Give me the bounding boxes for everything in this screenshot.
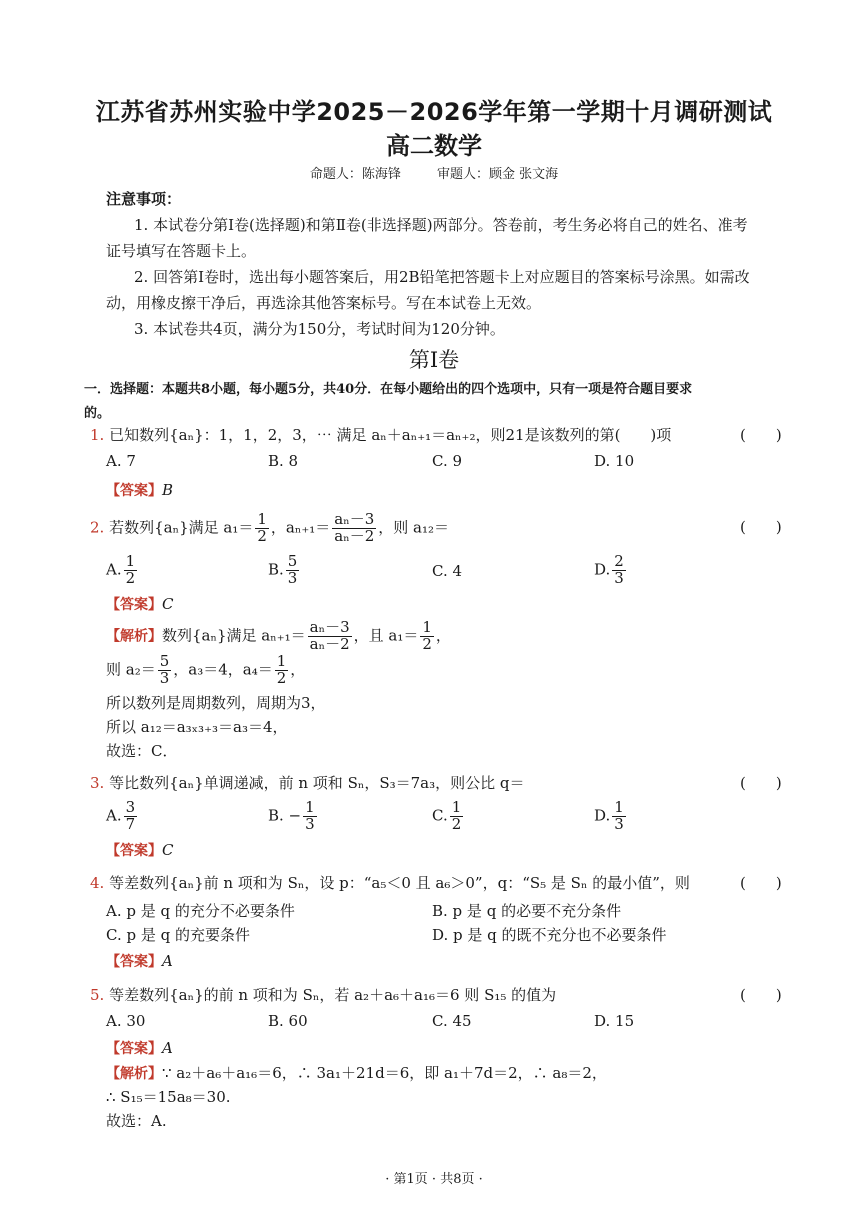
option-a: A. $\frac{1}{2}$ (106, 552, 136, 587)
fraction: $\frac{1}{2}$ (422, 618, 432, 653)
stem-part: 若数列{aₙ}满足 a₁＝ (109, 518, 254, 537)
note-2-line-1: 2. 回答第Ⅰ卷时，选出每小题答案后，用2B铅笔把答题卡上对应题目的答案标号涂黑。如需改 (134, 268, 750, 286)
author: 命题人：陈海锋 (309, 167, 401, 182)
question-stem: 等比数列{aₙ}单调递减，前 n 项和 Sₙ，S₃＝7a₃，则公比 q＝ (109, 774, 525, 792)
fraction: $\frac{1}{2}$ (276, 652, 287, 687)
fraction: $\frac{\text{aₙ－3}}{\text{aₙ－2}}$ (309, 618, 350, 653)
fraction: $\frac{1}{2}$ (257, 510, 267, 545)
answer-line (106, 840, 173, 860)
exam-title: 江苏省苏州实验中学2025－2026学年第一学期十月调研测试 (95, 98, 773, 126)
analysis-label: 【解析】 (106, 628, 162, 645)
note-1-line-1: 1. 本试卷分第Ⅰ卷(选择题)和第Ⅱ卷(非选择题)两部分。答卷前，考生务必将自己的姓名、准考 (134, 216, 748, 234)
option-c: C. p 是 q 的充要条件 (106, 926, 250, 944)
question-4 (90, 872, 690, 893)
question-stem: 已知数列{aₙ}：1，1，2，3，⋯ 满足 aₙ＋aₙ₊₁＝aₙ₊₂，则21是该数列的第( )项 (109, 426, 672, 444)
analysis-line-1: 【解析】∵ a₂＋a₆＋a₁₆＝6，∴ 3a₁＋21d＝6，即 a₁＋7d＝2，∴ a₈＝2， (106, 1064, 607, 1082)
notes-heading: 注意事项： (106, 190, 182, 208)
option-c: C. 9 (432, 452, 463, 470)
reviewer: 审题人：顾金 张文海 (437, 167, 559, 182)
answer-label: 【答案】 (106, 1041, 162, 1057)
option-d: D. 15 (594, 1012, 635, 1030)
analysis-line-2: ∴ S₁₅＝15a₈＝30. (106, 1088, 231, 1106)
stem-part: ，则 a₁₂＝ (378, 518, 449, 537)
analysis-line-5: 故选：C． (106, 742, 178, 760)
option-c: C. 45 (432, 1012, 472, 1030)
note-1-line-2: 证号填写在答题卡上。 (106, 242, 257, 260)
option-c: C. 4 (432, 562, 463, 580)
question-number: 1. (90, 426, 105, 444)
option-b: B. 8 (268, 452, 299, 470)
question-stem: 等差数列{aₙ}前 n 项和为 Sₙ，设 p：“a₅＜0 且 a₆＞0”，q：“S₅ 是 Sₙ 的最小值”，则 (109, 874, 690, 892)
fraction: $\frac{\text{aₙ－3}}{\text{aₙ－2}}$ (334, 510, 375, 545)
answer-paren: ( ) (740, 518, 782, 536)
analysis-line-1: 【解析】数列{aₙ}满足 aₙ₊₁＝ $\frac{\text{aₙ－3}}{\text{aₙ－2}}$ ，且 a₁＝ $\frac{1}{2}$ ， (106, 618, 451, 653)
analysis-line-3: 所以数列是周期数列，周期为3， (106, 694, 326, 712)
question-number: 2. (90, 518, 105, 537)
question-number: 3. (90, 774, 105, 792)
fraction: $\frac{1}{3}$ (305, 798, 315, 833)
option-a: A. p 是 q 的充分不必要条件 (106, 902, 295, 920)
question-3 (90, 772, 525, 793)
answer-label: 【答案】 (106, 483, 162, 499)
note-3: 3. 本试卷共4页，满分为150分，考试时间为120分钟。 (134, 320, 505, 338)
answer-label: 【答案】 (106, 597, 162, 613)
answer-value: B (162, 481, 174, 499)
fraction: $\frac{1}{3}$ (614, 798, 624, 833)
answer-value: A (162, 1039, 173, 1057)
answer-value: A (162, 952, 173, 970)
option-d: D. $\frac{1}{3}$ (594, 798, 624, 833)
answer-paren: ( ) (740, 986, 782, 1004)
fraction: $\frac{1}{2}$ (451, 798, 462, 833)
question-1 (90, 424, 671, 445)
answer-line (106, 594, 173, 614)
option-b: B. p 是 q 的必要不充分条件 (432, 902, 622, 920)
option-a: A. 30 (106, 1012, 146, 1030)
option-b: B. $\frac{5}{3}$ (268, 552, 298, 587)
note-2-line-2: 动，用橡皮擦干净后，再选涂其他答案标号。写在本试卷上无效。 (106, 294, 542, 312)
question-number: 4. (90, 874, 105, 892)
stem-part: ，aₙ₊₁＝ (270, 518, 331, 537)
question-5 (90, 984, 556, 1005)
fraction: $\frac{1}{2}$ (125, 552, 136, 587)
analysis-line-3: 故选：A. (106, 1112, 167, 1130)
answer-label: 【答案】 (106, 954, 162, 970)
answer-value: C (162, 841, 174, 859)
option-d: D. p 是 q 的既不充分也不必要条件 (432, 926, 667, 944)
analysis-label: 【解析】 (106, 1066, 162, 1082)
question-2 (90, 512, 449, 545)
section-title: 第Ⅰ卷 (408, 348, 460, 372)
option-a: A. $\frac{3}{7}$ (106, 798, 136, 833)
analysis-line-4: 所以 a₁₂＝a₃ₓ₃₊₃＝a₃＝4， (106, 718, 288, 736)
question-number: 5. (90, 986, 105, 1004)
authors-line (0, 163, 868, 182)
subject-title: 高二数学 (386, 132, 482, 160)
answer-line (106, 1038, 173, 1058)
answer-label: 【答案】 (106, 843, 162, 859)
option-a: A. 7 (106, 452, 136, 470)
analysis-line-2: 则 a₂＝ $\frac{5}{3}$ ，a₃＝4，a₄＝ $\frac{1}{2}$ ， (106, 652, 306, 687)
section-instructions-2: 的。 (84, 406, 111, 421)
answer-line (106, 480, 173, 500)
section-instructions-1: 一．选择题：本题共8小题，每小题5分，共40分．在每小题给出的四个选项中，只有一项是符合题目要求 (84, 382, 693, 397)
option-c: C. $\frac{1}{2}$ (432, 798, 462, 833)
question-stem: 等差数列{aₙ}的前 n 项和为 Sₙ，若 a₂＋a₆＋a₁₆＝6 则 S₁₅ 的值为 (109, 986, 557, 1004)
option-d: D. $\frac{2}{3}$ (594, 552, 624, 587)
fraction: $\frac{2}{3}$ (614, 552, 624, 587)
answer-paren: ( ) (740, 774, 782, 792)
option-d: D. 10 (594, 452, 635, 470)
page-footer: · 第1页 · 共8页 · (385, 1172, 483, 1187)
answer-paren: ( ) (740, 426, 782, 444)
fraction: $\frac{5}{3}$ (159, 652, 170, 687)
fraction: $\frac{3}{7}$ (125, 798, 136, 833)
answer-value: C (162, 595, 174, 613)
answer-line (106, 951, 173, 971)
fraction: $\frac{5}{3}$ (287, 552, 298, 587)
option-b: B. − $\frac{1}{3}$ (268, 798, 315, 833)
answer-paren: ( ) (740, 874, 782, 892)
option-b: B. 60 (268, 1012, 308, 1030)
